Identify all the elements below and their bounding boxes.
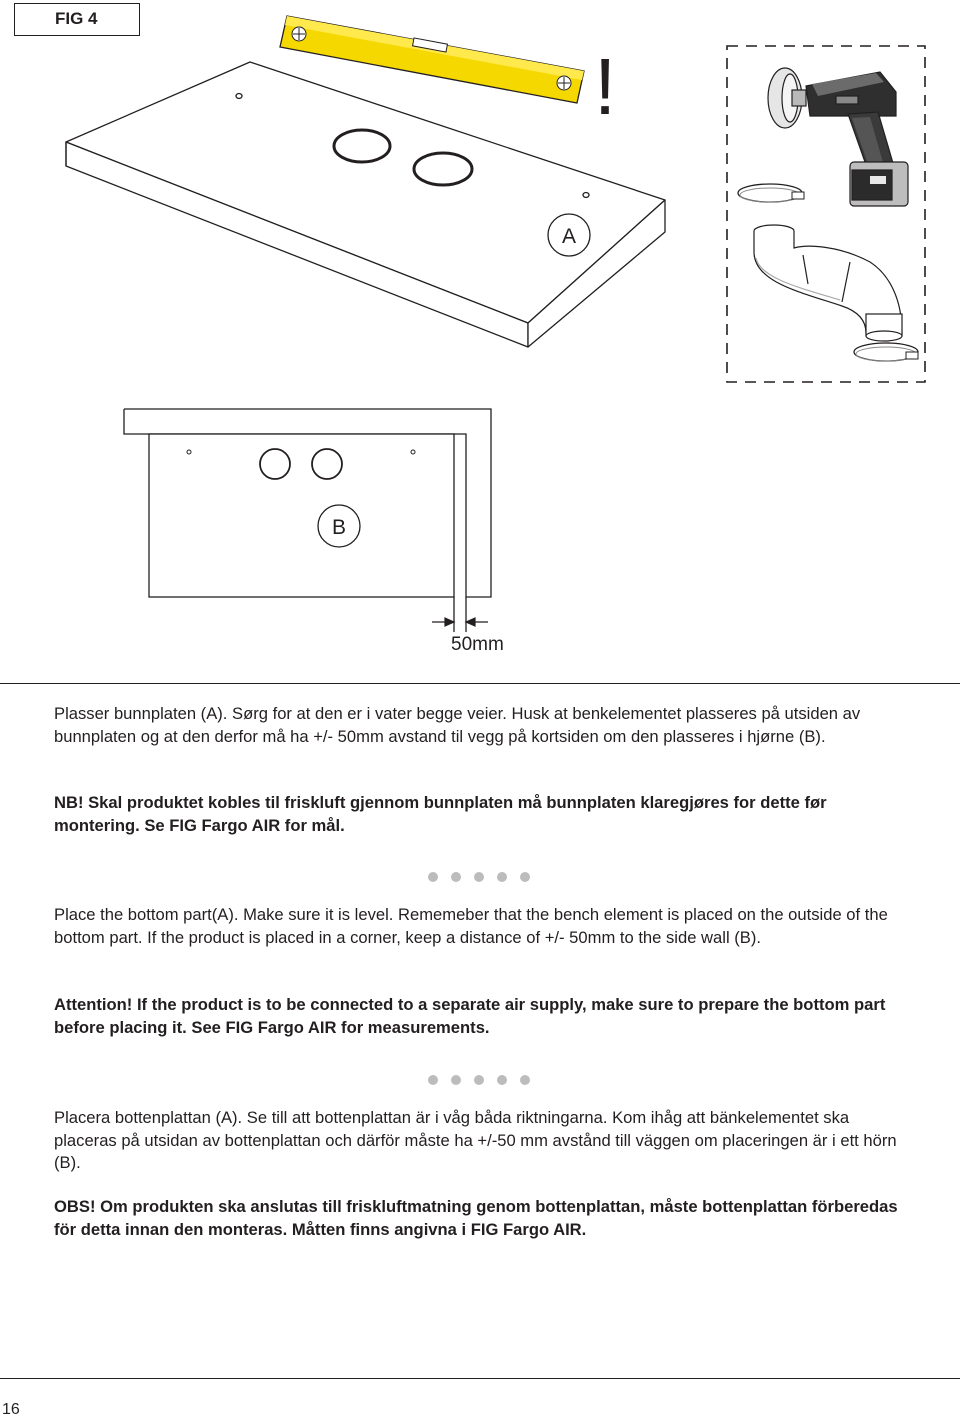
assembly-illustration: [0, 0, 960, 680]
figure-label: FIG 4: [14, 3, 140, 36]
english-paragraph: Place the bottom part(A). Make sure it is level. Rememeber that the bench element is placed on the outside of the bottom part. If the product is placed in a corner, keep a distance of +/- 50mm to the side wall (B).: [54, 905, 888, 947]
callout-a-label: A: [561, 225, 577, 248]
callout-b-label: B: [331, 516, 347, 539]
divider: [0, 1378, 960, 1379]
bottom-plate-a: [66, 62, 665, 347]
hose-clamp-icon: [854, 343, 918, 361]
norwegian-paragraph: Plasser bunnplaten (A). Sørg for at den er i vater begge veier. Husk at benkelementet plasseres på utsiden av bunnplaten og at den derfor må ha +/- 50mm avstand til vegg på kortsiden om den plasseres i hjørne (B).: [54, 704, 861, 746]
hose-clamp-icon: [738, 184, 804, 202]
warning-mark: !: [594, 42, 617, 131]
swedish-note: OBS! Om produkten ska anslutas till friskluftmatning genom bottenplattan, måste bottenplattan förberedas för detta innan den monteras. Måtten finns angivna i FIG Fargo AIR.: [54, 1197, 898, 1239]
page-number: 16: [2, 1401, 20, 1418]
section-separator: [428, 1075, 530, 1087]
swedish-paragraph: Placera bottenplattan (A). Se till att bottenplattan är i våg båda riktningarna. Kom ihåg att bänkelementet ska placeras på utsidan av bottenplattan och därför måste ha +/-50 mm avstånd till väggen om placeringen är i ett hörn (B).: [54, 1108, 897, 1172]
divider: [0, 683, 960, 684]
norwegian-note: NB! Skal produktet kobles til friskluft gjennom bunnplaten må bunnplaten klaregjøres for dette før montering. Se FIG Fargo AIR for mål.: [54, 793, 827, 835]
duct-bend-icon: [754, 225, 902, 341]
dimension-arrows: [432, 618, 488, 626]
english-note: Attention! If the product is to be connected to a separate air supply, make sure to prepare the bottom part before placing it. See FIG Fargo AIR for measurements.: [54, 995, 886, 1037]
top-view-b: [124, 409, 491, 632]
dimension-label: 50mm: [451, 634, 504, 655]
section-separator: [428, 872, 530, 884]
